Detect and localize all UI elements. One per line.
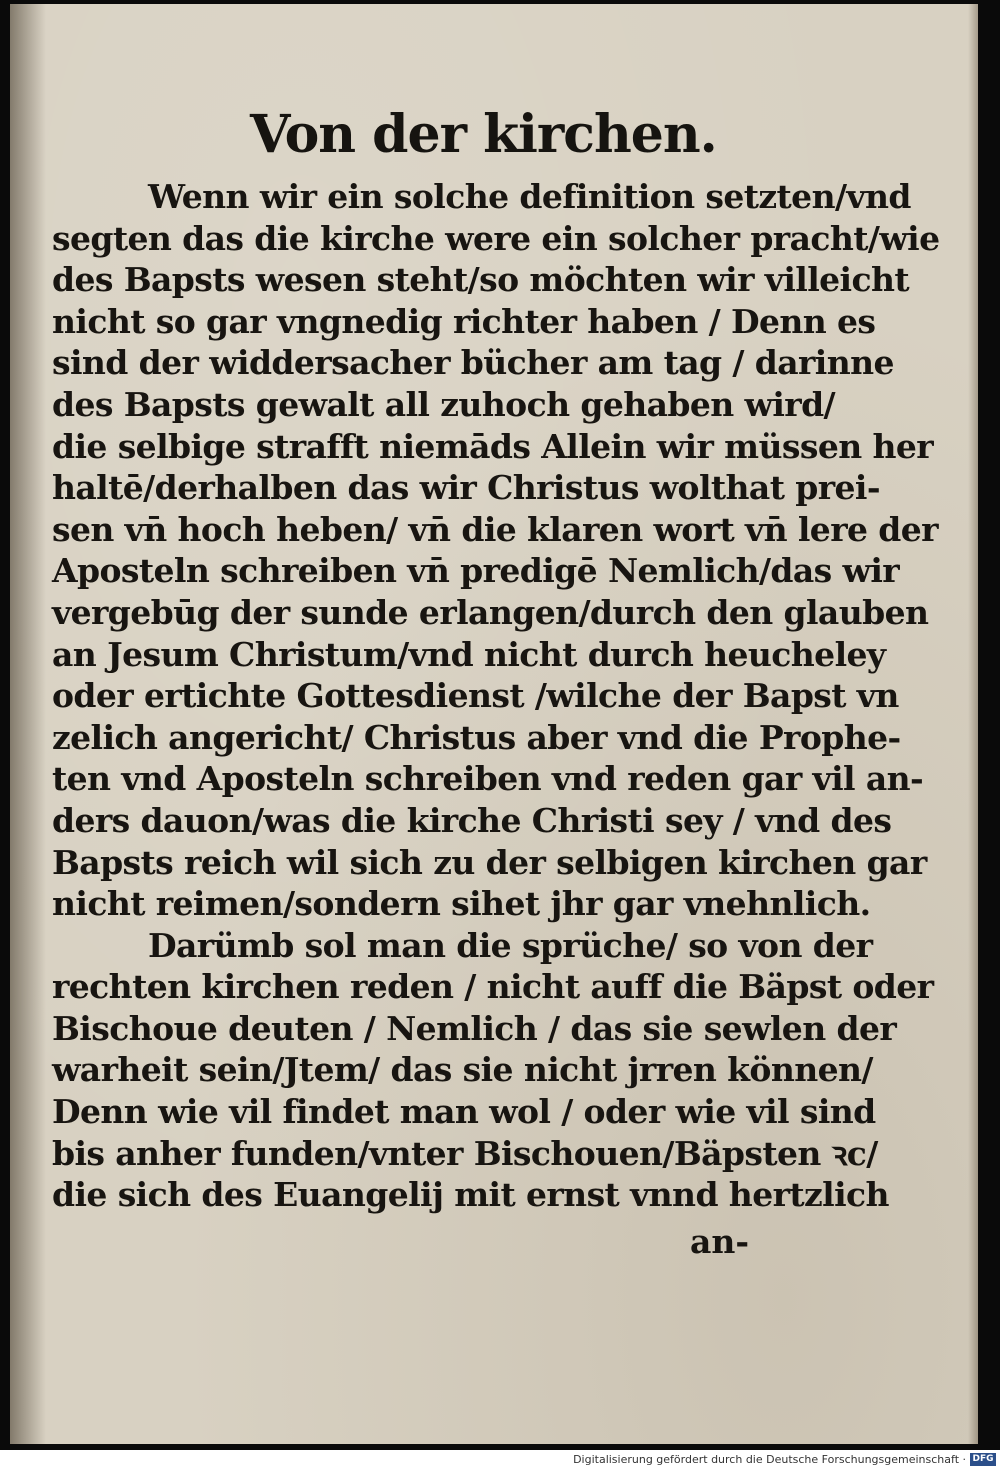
text-line: an Jesum Christum/vnd nicht durch heucheley — [52, 634, 886, 674]
text-line: sind der widdersacher bücher am tag / darinne — [52, 343, 894, 383]
text-line: nicht reimen/sondern sihet jhr gar vnehnlich. — [52, 884, 871, 924]
text-line: Bischoue deuten / Nemlich / das sie sewlen der — [52, 1008, 897, 1048]
book-page — [10, 4, 978, 1444]
body-text — [52, 176, 940, 1216]
text-line: vergebūg der sunde erlangen/durch den glauben — [52, 592, 929, 632]
footer-bar — [0, 1450, 1000, 1470]
text-line: Darümb sol man die sprüche/ so von der — [148, 925, 873, 965]
text-line: die sich des Euangelij mit ernst vnnd hertzlich — [52, 1175, 889, 1215]
text-line: rechten kirchen reden / nicht auff die Bäpst oder — [52, 967, 934, 1007]
text-line: ten vnd Aposteln schreiben vnd reden gar vil an- — [52, 759, 924, 799]
text-line: des Bapsts wesen steht/so möchten wir villeicht — [52, 260, 910, 300]
text-line: segten das die kirche were ein solcher pracht/wie — [52, 218, 940, 258]
text-line: zelich angericht/ Christus aber vnd die Prophe- — [52, 717, 901, 757]
text-line: haltē/derhalben das wir Christus wolthat prei- — [52, 468, 880, 508]
text-line: nicht so gar vngnedig richter haben / Denn es — [52, 301, 876, 341]
text-line: Bapsts reich wil sich zu der selbigen kirchen gar — [52, 842, 927, 882]
text-line: sen vn̄ hoch heben/ vn̄ die klaren wort vn̄ lere der — [52, 509, 938, 549]
text-line: des Bapsts gewalt all zuhoch gehaben wird/ — [52, 384, 836, 424]
text-line: Aposteln schreiben vn̄ predigē Nemlich/das wir — [52, 551, 900, 591]
text-line: die selbige strafft niemāds Allein wir müssen her — [52, 426, 934, 466]
funding-credit: Digitalisierung gefördert durch die Deutsche Forschungsgemeinschaft · — [573, 1453, 966, 1466]
text-line: warheit sein/Jtem/ das sie nicht jrren können/ — [52, 1050, 873, 1090]
dfg-logo-icon: DFG — [970, 1453, 996, 1466]
page-edge — [968, 4, 978, 1444]
text-line: oder ertichte Gottesdienst /wilche der Bapst vn — [52, 676, 899, 716]
gutter-shadow — [10, 4, 46, 1444]
page-heading: Von der kirchen. — [250, 104, 717, 165]
text-line: Denn wie vil findet man wol / oder wie vil sind — [52, 1092, 876, 1132]
text-line: ders dauon/was die kirche Christi sey / vnd des — [52, 800, 892, 840]
catchword: an- — [690, 1222, 750, 1261]
text-line: bis anher funden/vnter Bischouen/Bäpsten ꝛc/ — [52, 1133, 878, 1173]
text-line: Wenn wir ein solche definition setzten/vnd — [148, 177, 911, 216]
